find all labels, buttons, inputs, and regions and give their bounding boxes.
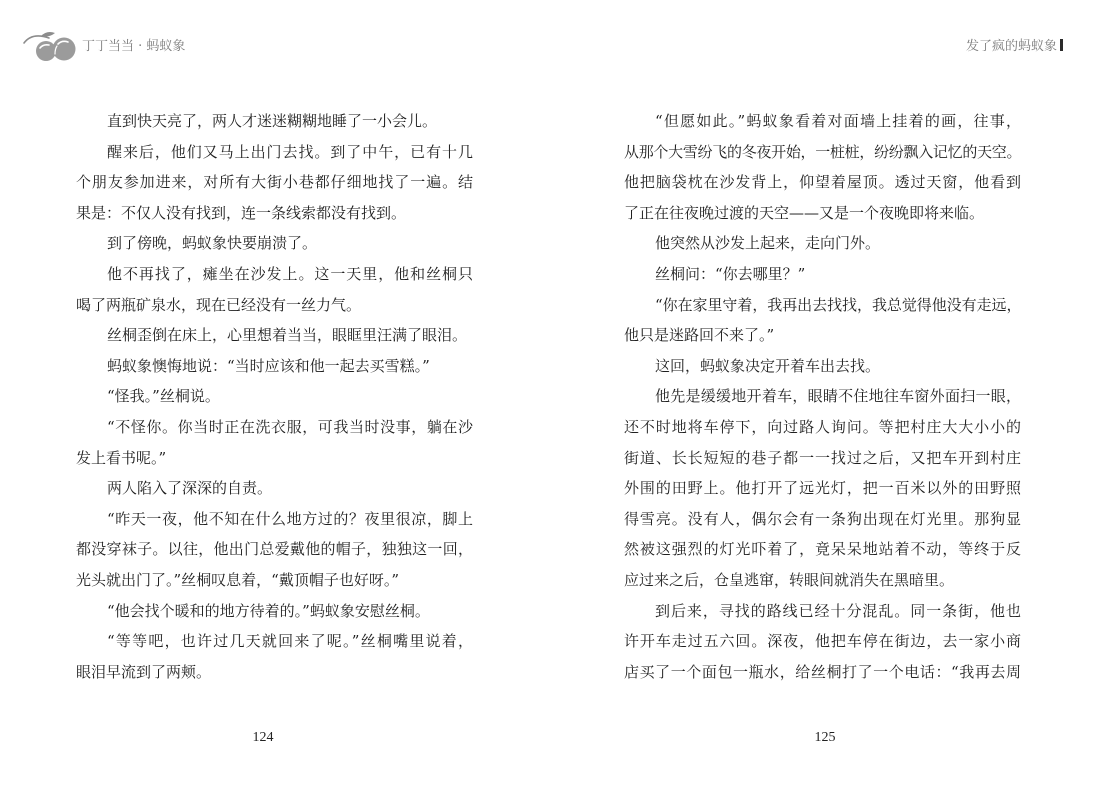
text-line: 到了傍晚，蚂蚁象快要崩溃了。 (107, 234, 318, 253)
chapter-title: 发了疯的蚂蚁象 (966, 39, 1058, 54)
text-line: 得雪亮。没有人，偶尔会有一条狗出现在灯光里。那狗显 (624, 509, 1021, 528)
chapter-title-header (966, 38, 1063, 56)
text-line: 都没穿袜子。以往，他出门总爱戴他的帽子，独独这一回， (76, 540, 473, 559)
text-line: “不怪你。你当时正在洗衣服，可我当时没事，躺在沙 (107, 417, 473, 436)
paragraph (624, 228, 1021, 259)
header-bar-marker (1060, 39, 1063, 51)
text-line: 发上看书呢。” (76, 448, 167, 467)
right-page-body (624, 106, 1021, 687)
text-line: 眼泪早流到了两颊。 (76, 662, 212, 681)
paragraph (624, 290, 1021, 351)
text-line: 应过来之后，仓皇逃窜，转眼间就消失在黑暗里。 (624, 570, 955, 589)
gourd-logo-icon (22, 29, 80, 63)
paragraph (76, 259, 473, 320)
paragraph (76, 351, 473, 382)
paragraph (76, 381, 473, 412)
text-line: 他不再找了，瘫坐在沙发上。这一天里，他和丝桐只 (107, 264, 473, 283)
page-number-right: 125 (814, 730, 836, 745)
paragraph (76, 106, 473, 137)
text-line: “但愿如此。”蚂蚁象看着对面墙上挂着的画，往事， (655, 112, 1021, 130)
paragraph (76, 473, 473, 504)
text-line: 街道、长长短短的巷子都一一找过之后，又把车开到村庄 (624, 448, 1021, 467)
paragraph (624, 259, 1021, 290)
text-line: 个朋友参加进来，对所有大街小巷都仔细地找了一遍。结 (76, 173, 473, 192)
paragraph (624, 351, 1021, 382)
paragraph (76, 320, 473, 351)
series-title: 丁丁当当 · 蚂蚁象 (82, 39, 186, 54)
text-line: 喝了两瓶矿泉水，现在已经没有一丝力气。 (76, 295, 362, 314)
text-line: 了正在往夜晚过渡的天空——又是一个夜晚即将来临。 (624, 203, 985, 222)
text-line: 还不时地将车停下，向过路人询问。等把村庄大大小小的 (624, 417, 1021, 436)
paragraph (76, 228, 473, 259)
text-line: 他先是缓缓地开着车，眼睛不住地往车窗外面扫一眼， (655, 387, 1021, 406)
text-line: 直到快天亮了，两人才迷迷糊糊地睡了一小会儿。 (107, 112, 438, 130)
text-line: 两人陷入了深深的自责。 (107, 479, 273, 498)
paragraph (624, 381, 1021, 595)
text-line: 许开车走过五六回。深夜，他把车停在街边，去一家小商 (624, 632, 1021, 651)
paragraph (76, 504, 473, 596)
text-line: 然被这强烈的灯光吓着了，竟呆呆地站着不动，等终于反 (624, 540, 1021, 559)
paragraph (76, 137, 473, 229)
paragraph (624, 106, 1021, 228)
text-line: 他只是迷路回不来了。” (624, 326, 775, 345)
text-line: 这回，蚂蚁象决定开着车出去找。 (655, 356, 881, 375)
text-line: “怪我。”丝桐说。 (107, 387, 220, 406)
text-line: 蚂蚁象懊悔地说：“当时应该和他一起去买雪糕。” (107, 356, 430, 375)
paragraph (624, 596, 1021, 688)
page-number-left: 124 (252, 730, 274, 745)
text-line: 到后来，寻找的路线已经十分混乱。同一条街，他也 (655, 601, 1021, 620)
paragraph (76, 626, 473, 687)
text-line: “他会找个暖和的地方待着的。”蚂蚁象安慰丝桐。 (107, 601, 430, 620)
text-line: “昨天一夜，他不知在什么地方过的？夜里很凉，脚上 (107, 509, 473, 528)
text-line: 外围的田野上。他打开了远光灯，把一百米以外的田野照 (624, 479, 1021, 498)
text-line: 丝桐问：“你去哪里？” (655, 264, 806, 283)
paragraph (76, 412, 473, 473)
text-line: 丝桐歪倒在床上，心里想着当当，眼眶里汪满了眼泪。 (107, 326, 468, 345)
text-line: “等等吧，也许过几天就回来了呢。”丝桐嘴里说着， (107, 632, 473, 651)
text-line: 果是：不仅人没有找到，连一条线索都没有找到。 (76, 203, 407, 222)
text-line: 光头就出门了。”丝桐叹息着，“戴顶帽子也好呀。” (76, 570, 400, 589)
text-line: 醒来后，他们又马上出门去找。到了中午，已有十几 (107, 142, 473, 161)
text-line: “你在家里守着，我再出去找找，我总觉得他没有走远， (655, 295, 1021, 314)
paragraph (76, 596, 473, 627)
left-page-body (76, 106, 473, 687)
text-line: 店买了一个面包一瓶水，给丝桐打了一个电话：“我再去周 (624, 662, 1021, 681)
text-line: 他把脑袋枕在沙发背上，仰望着屋顶。透过天窗，他看到 (624, 173, 1021, 192)
text-line: 从那个大雪纷飞的冬夜开始，一桩桩，纷纷飘入记忆的天空。 (624, 142, 1021, 161)
text-line: 他突然从沙发上起来，走向门外。 (655, 234, 881, 253)
